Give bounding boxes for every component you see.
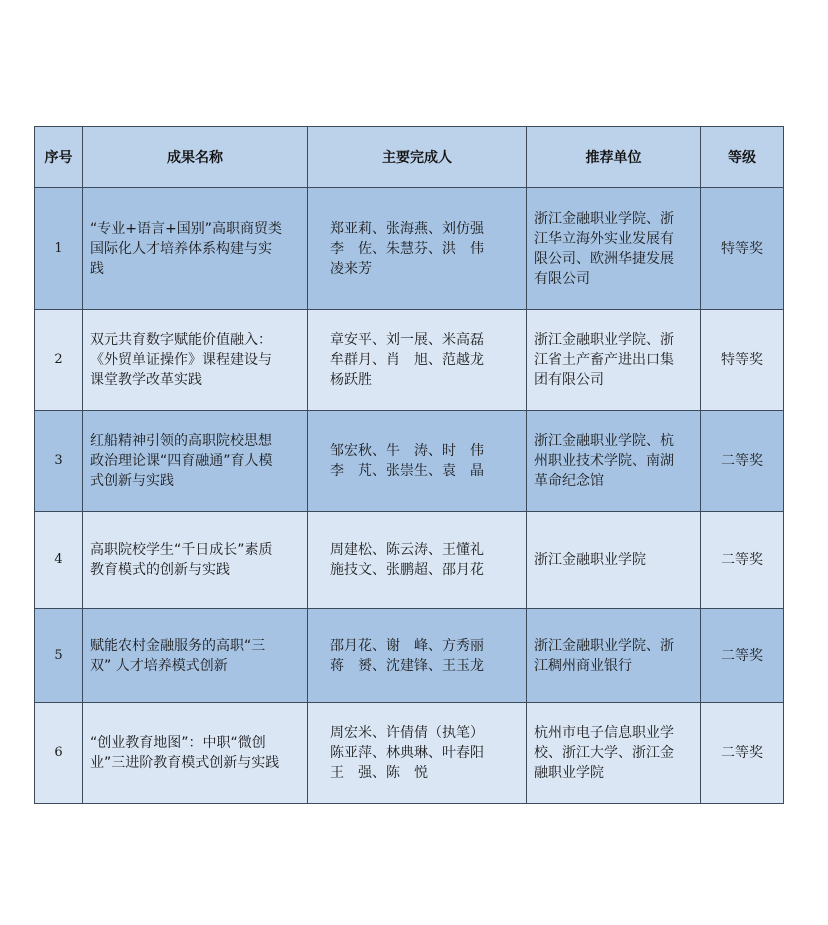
achievement-name-line: 政治理论课“四育融通”育人模 [90,453,273,469]
achievement-name-line: 教育模式的创新与实践 [90,562,230,578]
achievement-name-line: 高职院校学生“千日成长”素质 [90,542,273,558]
recommending-unit-line: 杭州市电子信息职业学 [534,725,674,741]
table-body [35,188,784,804]
achievement-name [83,703,308,804]
main-contributors-line: 蒋 赟、沈建锋、王玉龙 [330,657,484,674]
recommending-unit [527,310,701,411]
recommending-unit-line: 革命纪念馆 [534,473,604,489]
recommending-unit [527,703,701,804]
recommending-unit-line: 浙江金融职业学院、浙 [534,332,674,348]
recommending-unit-line: 团有限公司 [534,372,604,388]
awards-table-container [34,126,783,804]
achievement-name [83,188,308,310]
recommending-unit-line: 校、浙江大学、浙江金 [534,745,674,761]
header-name: 成果名称 [83,127,308,188]
main-contributors-line: 周建松、陈云涛、王懂礼 [330,542,484,558]
main-contributors-line: 章安平、刘一展、米高磊 [330,332,484,348]
row-number: 1 [35,188,83,310]
achievement-name-line: 式创新与实践 [90,473,174,489]
main-contributors-line: 杨跃胜 [330,372,372,388]
table-row [35,411,784,512]
header-no: 序号 [35,127,83,188]
achievement-name [83,609,308,703]
main-contributors [308,512,527,609]
achievement-name-line: 践 [90,260,104,277]
table-row [35,188,784,310]
award-level: 二等奖 [701,411,784,512]
recommending-unit-line: 江稠州商业银行 [534,657,632,674]
recommending-unit-line: 融职业学院 [534,765,604,781]
achievement-name [83,512,308,609]
recommending-unit [527,188,701,310]
award-level: 特等奖 [701,310,784,411]
achievement-name-line: 红船精神引领的高职院校思想 [90,433,272,449]
table-row [35,512,784,609]
recommending-unit-line: 江省土产畜产进出口集 [534,352,674,368]
main-contributors-line: 李 芃、张崇生、袁 晶 [330,463,484,479]
recommending-unit-line: 浙江金融职业学院、浙 [534,210,674,227]
main-contributors [308,310,527,411]
recommending-unit-line: 江华立海外实业发展有 [534,230,674,247]
row-number: 3 [35,411,83,512]
achievement-name [83,411,308,512]
award-level: 特等奖 [701,188,784,310]
achievement-name-line: 国际化人才培养体系构建与实 [90,240,272,257]
main-contributors-line: 牟群月、肖 旭、范越龙 [330,352,484,368]
main-contributors-line: 邹宏秋、牛 涛、时 伟 [330,443,484,459]
award-level: 二等奖 [701,703,784,804]
achievement-name-line: 双元共育数字赋能价值融入： [90,332,272,348]
row-number: 6 [35,703,83,804]
recommending-unit [527,411,701,512]
header-unit: 推荐单位 [527,127,701,188]
main-contributors [308,188,527,310]
row-number: 5 [35,609,83,703]
table-header-row [35,127,784,188]
recommending-unit-line: 浙江金融职业学院 [534,552,646,568]
recommending-unit-line: 浙江金融职业学院、浙 [534,637,674,654]
achievement-name-line: 《外贸单证操作》课程建设与 [90,352,272,368]
awards-table [34,126,784,804]
table-row [35,310,784,411]
achievement-name-line: 课堂教学改革实践 [90,372,202,388]
recommending-unit [527,609,701,703]
award-level: 二等奖 [701,512,784,609]
main-contributors-line: 邵月花、谢 峰、方秀丽 [330,637,484,654]
header-level: 等级 [701,127,784,188]
main-contributors [308,609,527,703]
main-contributors [308,703,527,804]
main-contributors-line: 凌来芳 [330,260,372,277]
main-contributors-line: 王 强、陈 悦 [330,765,428,781]
table-row [35,609,784,703]
row-number: 4 [35,512,83,609]
achievement-name-line: 业”三进阶教育模式创新与实践 [90,755,280,771]
achievement-name-line: “创业教育地图”：中职“微创 [90,735,266,751]
recommending-unit-line: 州职业技术学院、南湖 [534,453,674,469]
main-contributors [308,411,527,512]
achievement-name-line: 双” 人才培养模式创新 [90,657,228,674]
main-contributors-line: 李 佐、朱慧芬、洪 伟 [330,240,484,257]
achievement-name-line: “专业+语言+国别”高职商贸类 [90,220,282,237]
main-contributors-line: 施技文、张鹏超、邵月花 [330,562,484,578]
main-contributors-line: 陈亚萍、林典琳、叶春阳 [330,745,484,761]
row-number: 2 [35,310,83,411]
achievement-name [83,310,308,411]
table-row [35,703,784,804]
header-people: 主要完成人 [308,127,527,188]
achievement-name-line: 赋能农村金融服务的高职“三 [90,637,266,654]
recommending-unit-line: 有限公司 [534,270,590,287]
recommending-unit-line: 限公司、欧洲华捷发展 [534,250,674,267]
main-contributors-line: 周宏米、许倩倩（执笔） [330,725,484,741]
main-contributors-line: 郑亚莉、张海燕、刘仿强 [330,220,484,237]
recommending-unit-line: 浙江金融职业学院、杭 [534,433,674,449]
recommending-unit [527,512,701,609]
award-level: 二等奖 [701,609,784,703]
